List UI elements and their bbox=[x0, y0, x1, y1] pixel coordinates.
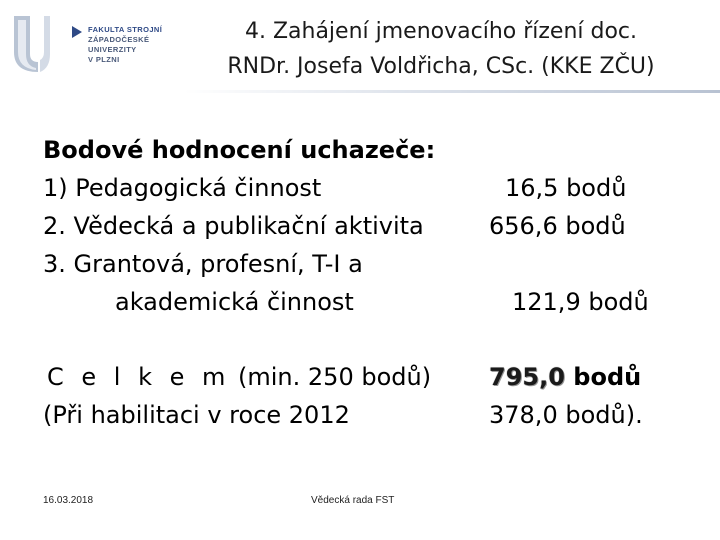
faculty-name-line-1: FAKULTA STROJNÍ bbox=[88, 25, 163, 34]
faculty-logo bbox=[10, 14, 180, 78]
habilitation-label: (Při habilitaci v roce 2012 bbox=[43, 401, 350, 429]
item-label-teaching: 1) Pedagogická činnost bbox=[43, 174, 322, 202]
item-label-grants: 3. Grantová, profesní, T-I a bbox=[43, 250, 363, 278]
item-label-research: 2. Vědecká a publikační aktivita bbox=[43, 212, 424, 240]
total-value-number: 795,0 bbox=[489, 363, 565, 391]
item-value-grants: 121,9 bodů bbox=[512, 288, 649, 316]
slide-title-line-1: 4. Zahájení jmenovacího řízení doc. bbox=[244, 19, 638, 44]
slide-title-line-2: RNDr. Josefa Voldřicha, CSc. (KKE ZČU) bbox=[227, 54, 655, 79]
slide-title bbox=[184, 14, 698, 84]
item-value-research: 656,6 bodů bbox=[489, 212, 626, 240]
faculty-name-line-3: UNIVERZITY bbox=[88, 45, 137, 54]
title-divider bbox=[184, 90, 720, 93]
total-label-word: C e l k e m bbox=[47, 363, 231, 391]
item-label-grants-cont: akademická činnost bbox=[115, 288, 354, 316]
total-value bbox=[489, 363, 641, 391]
item-value-teaching: 16,5 bodů bbox=[505, 174, 627, 202]
arrow-icon bbox=[72, 26, 82, 38]
footer-center-text: Vědecká rada FST bbox=[311, 495, 395, 506]
score-heading: Bodové hodnocení uchazeče: bbox=[43, 136, 436, 164]
faculty-name-line-4: V PLZNI bbox=[88, 55, 120, 64]
total-value-unit: bodů bbox=[564, 363, 642, 391]
footer-date: 16.03.2018 bbox=[43, 495, 94, 506]
faculty-name bbox=[88, 25, 162, 65]
habilitation-value: 378,0 bodů). bbox=[489, 401, 643, 429]
faculty-name-line-2: ZÁPADOČESKÉ bbox=[88, 35, 150, 44]
total-label bbox=[47, 363, 431, 391]
university-logo-icon bbox=[10, 14, 56, 78]
total-label-rest: (min. 250 bodů) bbox=[230, 363, 432, 391]
